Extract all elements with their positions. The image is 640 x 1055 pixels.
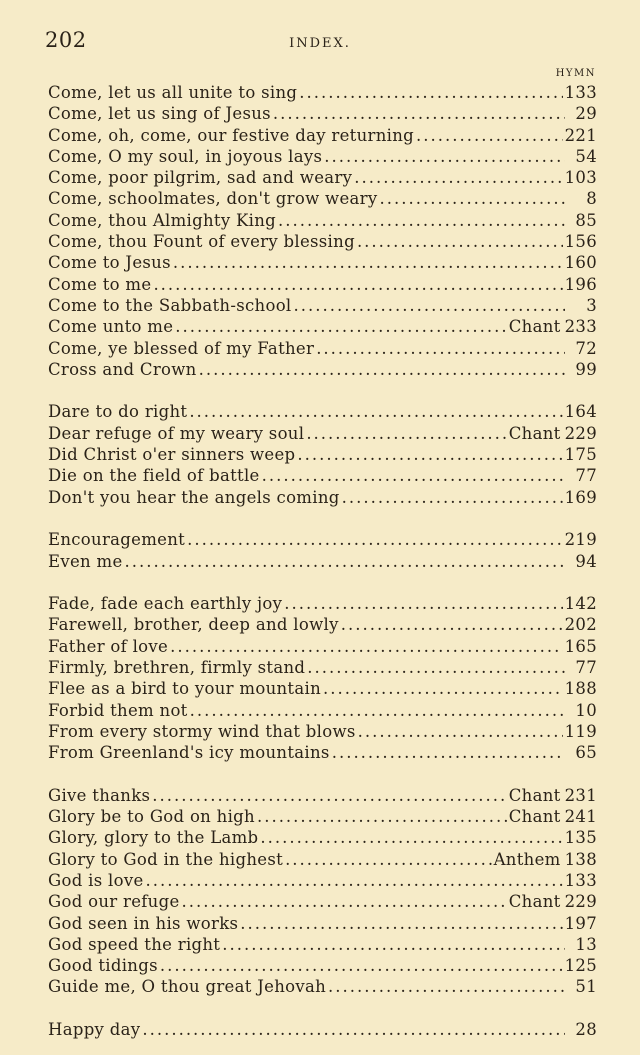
dot-leader bbox=[306, 423, 506, 444]
hymn-number: 72 bbox=[575, 338, 597, 358]
index-entry bbox=[48, 338, 597, 359]
dot-leader bbox=[285, 849, 492, 870]
dot-leader bbox=[240, 913, 562, 934]
index-entry bbox=[48, 721, 597, 742]
entry-note: Chant bbox=[508, 892, 561, 912]
dot-leader bbox=[273, 103, 565, 124]
index-entry bbox=[48, 487, 597, 508]
index-entry bbox=[48, 636, 597, 657]
entry-title: Come to Jesus bbox=[48, 253, 171, 273]
hymn-number: 164 bbox=[564, 402, 597, 422]
index-entry bbox=[48, 401, 597, 422]
index-entry bbox=[48, 657, 597, 678]
entry-title: Cross and Crown bbox=[48, 359, 197, 379]
entry-title: Good tidings bbox=[48, 956, 158, 976]
group-spacer bbox=[48, 764, 597, 785]
hymn-number: 8 bbox=[586, 189, 597, 209]
dot-leader bbox=[342, 487, 563, 508]
index-entry bbox=[48, 103, 597, 124]
hymn-number: 133 bbox=[564, 870, 597, 890]
dot-leader bbox=[284, 593, 562, 614]
group-spacer bbox=[48, 998, 597, 1019]
hymn-number: 10 bbox=[575, 700, 597, 720]
hymn-number: 169 bbox=[564, 487, 597, 507]
index-entry bbox=[48, 529, 597, 550]
dot-leader bbox=[222, 934, 565, 955]
dot-leader bbox=[173, 252, 563, 273]
page-title: INDEX. bbox=[289, 36, 351, 51]
index-entry bbox=[48, 827, 597, 848]
entry-note: Chant bbox=[508, 423, 561, 443]
dot-leader bbox=[152, 785, 506, 806]
dot-leader bbox=[358, 721, 563, 742]
dot-leader bbox=[142, 1019, 565, 1040]
dot-leader bbox=[323, 678, 563, 699]
index-entry bbox=[48, 785, 597, 806]
index-entry bbox=[48, 891, 597, 912]
dot-leader bbox=[153, 274, 562, 295]
dot-leader bbox=[189, 401, 562, 422]
hymn-number: 13 bbox=[575, 934, 597, 954]
dot-leader bbox=[354, 167, 562, 188]
index-entry bbox=[48, 742, 597, 763]
index-entry bbox=[48, 316, 597, 337]
entry-title: Happy day bbox=[48, 1020, 141, 1040]
index-entry bbox=[48, 295, 597, 316]
hymn-number: 119 bbox=[564, 721, 597, 741]
hymn-number: 51 bbox=[575, 977, 597, 997]
dot-leader bbox=[125, 551, 565, 572]
entry-title: Come unto me bbox=[48, 317, 174, 337]
entry-title: Come, schoolmates, don't grow weary bbox=[48, 189, 378, 209]
hymn-number: 202 bbox=[564, 615, 597, 635]
hymn-number: 165 bbox=[564, 636, 597, 656]
index-entry bbox=[48, 231, 597, 252]
entry-title: Did Christ o'er sinners weep bbox=[48, 445, 296, 465]
dot-leader bbox=[324, 146, 565, 167]
entry-title: Come, oh, come, our festive day returning bbox=[48, 125, 415, 145]
group-spacer bbox=[48, 572, 597, 593]
index-entry bbox=[48, 849, 597, 870]
hymn-number: 229 bbox=[564, 423, 597, 443]
hymn-number: 175 bbox=[564, 445, 597, 465]
index-entry bbox=[48, 551, 597, 572]
dot-leader bbox=[260, 827, 562, 848]
entry-title: Come, O my soul, in joyous lays bbox=[48, 146, 323, 166]
index-entry bbox=[48, 678, 597, 699]
hymn-number: 156 bbox=[564, 232, 597, 252]
hymn-number: 77 bbox=[575, 466, 597, 486]
hymn-number: 85 bbox=[575, 210, 597, 230]
entry-title: Father of love bbox=[48, 636, 169, 656]
dot-leader bbox=[278, 210, 565, 231]
hymn-number: 233 bbox=[564, 317, 597, 337]
dot-leader bbox=[262, 465, 565, 486]
entry-title: From Greenland's icy mountains bbox=[48, 743, 330, 763]
entry-title: Fade, fade each earthly joy bbox=[48, 594, 283, 614]
hymn-number: 221 bbox=[564, 125, 597, 145]
index-entry bbox=[48, 444, 597, 465]
hymn-number: 197 bbox=[564, 913, 597, 933]
hymn-number: 219 bbox=[564, 530, 597, 550]
entry-title: Dare to do right bbox=[48, 402, 188, 422]
entry-title: Come, let us all unite to sing bbox=[48, 83, 298, 102]
index-entry bbox=[48, 146, 597, 167]
index-entry bbox=[48, 870, 597, 891]
dot-leader bbox=[160, 955, 563, 976]
hymn-number: 65 bbox=[575, 743, 597, 763]
entry-title: Firmly, brethren, firmly stand bbox=[48, 658, 306, 678]
hymn-number: 125 bbox=[564, 956, 597, 976]
hymn-number: 135 bbox=[564, 828, 597, 848]
hymn-number: 54 bbox=[575, 146, 597, 166]
dot-leader bbox=[341, 614, 563, 635]
hymn-number: 231 bbox=[564, 785, 597, 805]
index-entry bbox=[48, 934, 597, 955]
entry-note: Chant bbox=[508, 785, 561, 805]
entry-title: Come to the Sabbath-school bbox=[48, 295, 292, 315]
entry-title: God speed the right bbox=[48, 934, 221, 954]
entry-title: Come, let us sing of Jesus bbox=[48, 104, 271, 124]
dot-leader bbox=[199, 359, 565, 380]
dot-leader bbox=[170, 636, 562, 657]
hymn-number: 103 bbox=[564, 168, 597, 188]
dot-leader bbox=[332, 742, 565, 763]
group-spacer bbox=[48, 508, 597, 529]
hymn-number: 99 bbox=[575, 359, 597, 379]
hymn-number: 3 bbox=[586, 295, 597, 315]
entry-title: Die on the field of battle bbox=[48, 466, 260, 486]
group-spacer bbox=[48, 380, 597, 401]
entry-title: Forbid them not bbox=[48, 700, 188, 720]
page-number: 202 bbox=[45, 28, 87, 52]
dot-leader bbox=[416, 125, 563, 146]
hymn-column-label: HYMN bbox=[555, 68, 596, 79]
entry-title: Flee as a bird to your mountain bbox=[48, 679, 321, 699]
dot-leader bbox=[328, 976, 565, 997]
entry-title: Give thanks bbox=[48, 785, 151, 805]
entry-title: Dear refuge of my weary soul bbox=[48, 423, 305, 443]
dot-leader bbox=[294, 295, 565, 316]
entry-title: Guide me, O thou great Jehovah bbox=[48, 977, 327, 997]
index-entry bbox=[48, 252, 597, 273]
hymn-number: 142 bbox=[564, 594, 597, 614]
index-entry bbox=[48, 913, 597, 934]
hymn-number: 241 bbox=[564, 807, 597, 827]
hymn-number: 196 bbox=[564, 274, 597, 294]
dot-leader bbox=[307, 657, 565, 678]
dot-leader bbox=[357, 231, 563, 252]
hymn-number: 229 bbox=[564, 892, 597, 912]
entry-title: Glory be to God on high bbox=[48, 807, 255, 827]
entry-title: Don't you hear the angels coming bbox=[48, 487, 340, 507]
index-entry bbox=[48, 976, 597, 997]
entry-title: God our refuge bbox=[48, 892, 180, 912]
index-entry bbox=[48, 167, 597, 188]
dot-leader bbox=[175, 316, 506, 337]
dot-leader bbox=[190, 700, 565, 721]
entry-note: Chant bbox=[508, 807, 561, 827]
index-entries bbox=[48, 82, 597, 1040]
hymn-number: 188 bbox=[564, 679, 597, 699]
entry-title: Come, thou Fount of every blessing bbox=[48, 232, 355, 252]
index-entry bbox=[48, 465, 597, 486]
hymn-number: 29 bbox=[575, 104, 597, 124]
index-entry bbox=[48, 423, 597, 444]
entry-title: God is love bbox=[48, 870, 144, 890]
entry-title: Come to me bbox=[48, 274, 152, 294]
hymn-number: 94 bbox=[575, 551, 597, 571]
entry-title: Even me bbox=[48, 551, 123, 571]
index-entry bbox=[48, 806, 597, 827]
entry-title: Come, thou Almighty King bbox=[48, 210, 277, 230]
dot-leader bbox=[187, 529, 563, 550]
index-entry bbox=[48, 955, 597, 976]
entry-note: Anthem bbox=[493, 849, 561, 869]
index-entry bbox=[48, 593, 597, 614]
entry-title: Come, poor pilgrim, sad and weary bbox=[48, 168, 353, 188]
entry-title: Encouragement bbox=[48, 530, 186, 550]
hymn-number: 77 bbox=[575, 658, 597, 678]
entry-title: Farewell, brother, deep and lowly bbox=[48, 615, 339, 635]
index-entry bbox=[48, 614, 597, 635]
entry-title: God seen in his works bbox=[48, 913, 239, 933]
index-entry bbox=[48, 210, 597, 231]
entry-title: Glory to God in the highest bbox=[48, 849, 284, 869]
hymn-number: 28 bbox=[575, 1020, 597, 1040]
entry-note: Chant bbox=[508, 317, 561, 337]
dot-leader bbox=[316, 338, 565, 359]
index-entry bbox=[48, 700, 597, 721]
index-entry bbox=[48, 1019, 597, 1040]
entry-title: Come, ye blessed of my Father bbox=[48, 338, 315, 358]
dot-leader bbox=[257, 806, 507, 827]
dot-leader bbox=[380, 188, 566, 209]
hymn-number: 138 bbox=[564, 849, 597, 869]
entry-title: From every stormy wind that blows bbox=[48, 721, 356, 741]
hymn-number: 133 bbox=[564, 83, 597, 102]
dot-leader bbox=[299, 82, 562, 103]
hymn-number: 160 bbox=[564, 253, 597, 273]
dot-leader bbox=[146, 870, 563, 891]
index-entry bbox=[48, 82, 597, 103]
dot-leader bbox=[182, 891, 507, 912]
dot-leader bbox=[297, 444, 562, 465]
index-entry bbox=[48, 274, 597, 295]
index-entry bbox=[48, 188, 597, 209]
index-entry bbox=[48, 359, 597, 380]
entry-title: Glory, glory to the Lamb bbox=[48, 828, 259, 848]
index-entry bbox=[48, 125, 597, 146]
